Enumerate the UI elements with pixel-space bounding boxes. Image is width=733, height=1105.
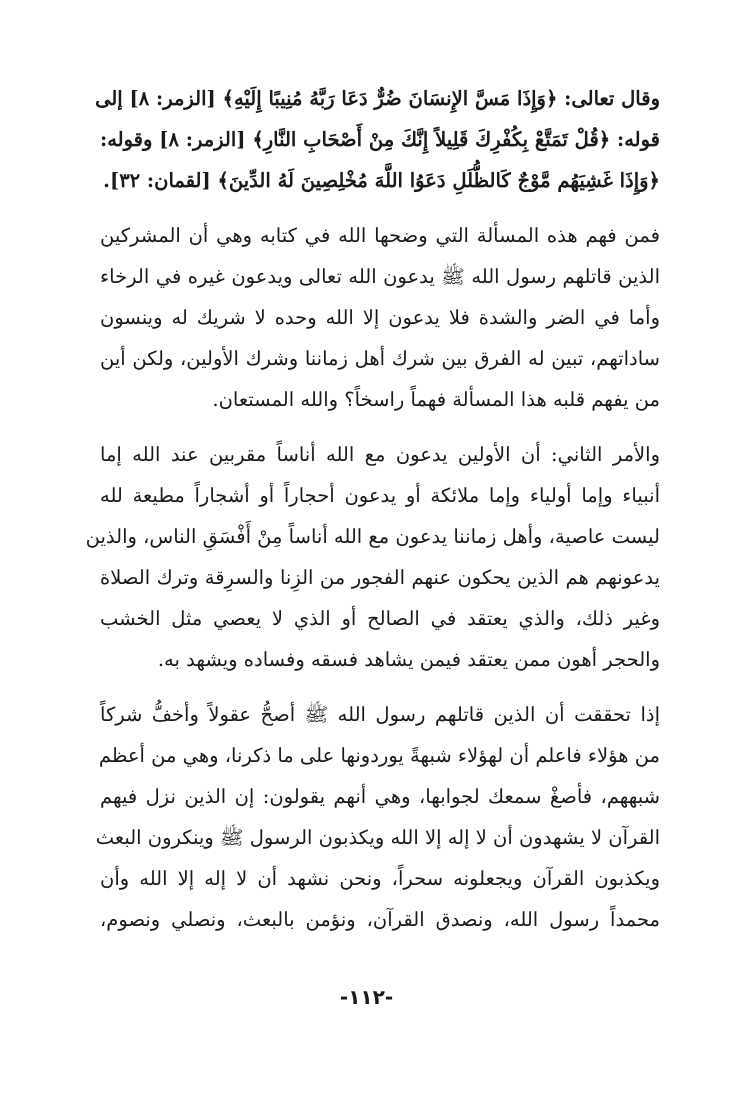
paragraph-second-matter [85, 434, 660, 680]
text-line: وأما في الضر والشدة فلا يدعون إلا الله وحده لا شريك له وينسون [100, 306, 660, 329]
text-line: الذين قاتلهم رسول الله ﷺ يدعون الله تعالى ويدعون غيره في الرخاء [100, 265, 660, 288]
text-line: يدعونهم هم الذين يحكون عنهم الفجور من الزِنا والسرِقة وترك الصلاة [100, 566, 660, 589]
text-line: وقال تعالى: ﴿وَإِذَا مَسَّ الإِنسَانَ ضُرٌّ دَعَا رَبَّهُ مُنِيبًا إِلَيْهِ﴾ [الزمر: ٨] إلى [95, 87, 660, 110]
text-line: ﴿وَإِذَا غَشِيَهُم مَّوْجٌ كَالظُّلَلِ دَعَوُا اللَّهَ مُخْلِصِينَ لَهُ الدِّينَ﴾ [لقمان: ٣٢]. [103, 169, 660, 192]
text-line: وغير ذلك، والذي يعتقد في الصالح أو الذي لا يعصي مثل الخشب [100, 607, 660, 630]
text-line: فمن فهم هذه المسألة التي وضحها الله في كتابه وهي أن المشركين [100, 224, 660, 247]
text-line: من هؤلاء فاعلم أن لهؤلاء شبهةً يوردونها على ما ذكرنا، وهي من أعظم [98, 744, 660, 767]
text-line: من يفهم قلبه هذا المسألة فهماً راسخاً؟ والله المستعان. [212, 388, 660, 411]
paragraph-doubt [95, 694, 660, 940]
text-line: القرآن لا يشهدون أن لا إله إلا الله ويكذبون الرسول ﷺ وينكرون البعث [95, 826, 660, 849]
text-line: ساداتهم، تبين له الفرق بين شرك أهل زماننا وشرك الأولين، ولكن أين [100, 347, 660, 370]
text-line: أنبياء وإما أولياء وإما ملائكة أو يدعون أحجاراً أو أشجاراً مطيعة لله [100, 484, 660, 507]
text-line: قوله: ﴿قُلْ تَمَتَّعْ بِكُفْرِكَ قَلِيلاً إِنَّكَ مِنْ أَصْحَابِ النَّارِ﴾ [الزمر: ٨] وقوله: [100, 128, 660, 151]
text-line: محمداً رسول الله، ونصدق القرآن، ونؤمن بالبعث، ونصلي ونصوم، [100, 908, 660, 931]
text-line: إذا تحققت أن الذين قاتلهم رسول الله ﷺ أصحُّ عقولاً وأخفُّ شركاً [100, 703, 660, 726]
text-line: والأمر الثاني: أن الأولين يدعون مع الله أناساً مقربين عند الله إما [100, 443, 660, 466]
page-body [85, 78, 660, 954]
text-line: ليست عاصية، وأهل زماننا يدعون مع الله أناساً مِنْ أَفْسَقِ الناس، والذين [85, 525, 660, 548]
paragraph-understanding [100, 215, 660, 420]
text-line: والحجر أهون ممن يعتقد فيمن يشاهد فسقه وفساده ويشهد به. [157, 648, 660, 671]
paragraph-verses [95, 78, 660, 201]
text-line: ويكذبون القرآن ويجعلونه سحراً، ونحن نشهد أن لا إله إلا الله وأن [100, 867, 660, 890]
text-line: شبههم، فأصغْ سمعك لجوابها، وهي أنهم يقولون: إن الذين نزل فيهم [100, 785, 660, 808]
page-number: -١١٢- [339, 985, 394, 1009]
